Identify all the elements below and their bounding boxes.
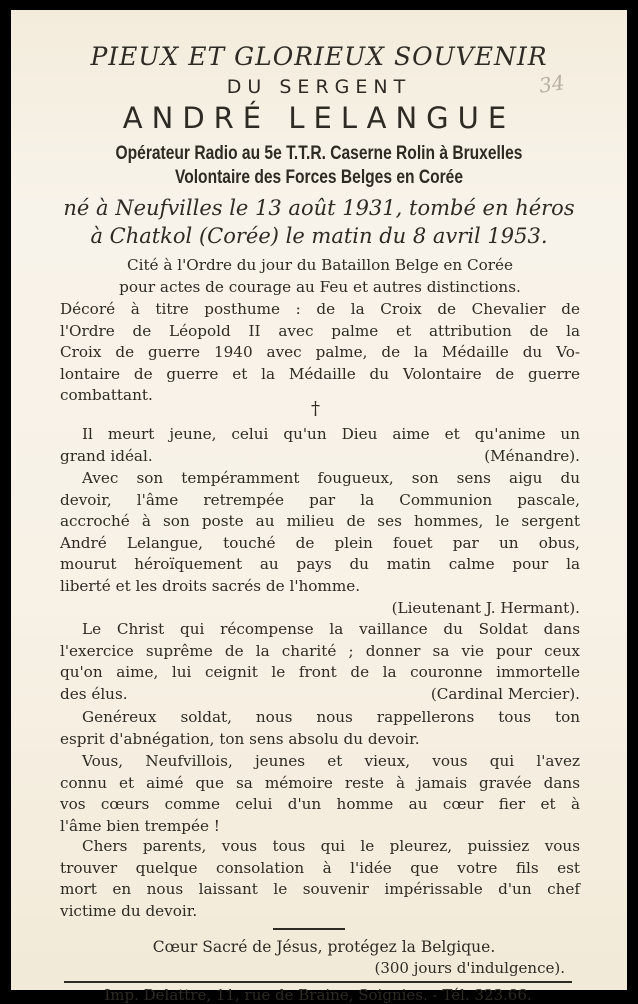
card-title: PIEUX ET GLORIEUX SOUVENIR — [90, 42, 548, 71]
citation-line: Cité à l'Ordre du jour du Bataillon Belge en Corée — [126, 256, 514, 274]
quote-line: André Lelangue, touché de plein fouet par un obus, — [60, 533, 580, 552]
paragraph-line: Chers parents, vous tous qui le pleurez, puissiez vous — [82, 837, 580, 855]
quote-line: qu'on aime, lui ceignit le front de la couronne immortelle — [60, 663, 580, 682]
paragraph-line: esprit d'abnégation, ton sens absolu du devoir. — [60, 729, 420, 748]
decoration-line: l'Ordre de Léopold II avec palme et attribution de la — [60, 321, 580, 340]
name-heading: ANDRÉ LELANGUE — [122, 101, 516, 135]
paragraph-line: l'âme bien trempée ! — [60, 816, 220, 835]
quote-line: Le Christ qui récompense la vaillance du Soldat dans — [82, 620, 580, 638]
prayer-line: Cœur Sacré de Jésus, protégez la Belgique. — [152, 938, 496, 956]
quote-line: mourut héroïquement au pays du matin calme pour la — [60, 555, 580, 574]
citation-block — [60, 255, 580, 298]
quote-attribution: (Ménandre). — [484, 446, 580, 465]
quote-attribution: (Lieutenant J. Hermant). — [391, 598, 580, 617]
quote-mercier — [60, 619, 580, 705]
decoration-line: combattant. — [60, 386, 153, 405]
quote-line: liberté et les droits sacrés de l'homme. — [60, 576, 361, 595]
printer-imprint: Imp. Delattre, 11, rue de Braine, Soignies. - Tél. 323.66. — [104, 986, 532, 1004]
paragraph-line: Vous, Neufvillois, jeunes et vieux, vous qui l'avez — [82, 752, 580, 770]
decoration-line: Croix de guerre 1940 avec palme, de la Médaille du Vo- — [60, 343, 580, 362]
paragraph-line: mort en nous laissant le souvenir impérissable d'un chef — [60, 880, 580, 899]
cross-icon: † — [311, 398, 320, 419]
subtitle-role: Opérateur Radio au 5e T.T.R. Caserne Rolin à Bruxelles — [115, 143, 523, 164]
paragraph-neufvillois — [60, 751, 580, 837]
paragraph-line: trouver quelque consolation à l'idée que votre fils est — [60, 858, 580, 877]
decoration-block — [60, 299, 580, 407]
decoration-line: lontaire de guerre et la Médaille du Volontaire de guerre — [60, 364, 580, 383]
quote-line: Avec son tempéramment fougueux, son sens aigu du — [82, 469, 580, 487]
footer-rule — [64, 981, 572, 983]
death-line: à Chatkol (Corée) le matin du 8 avril 1953. — [90, 224, 548, 248]
quote-line: devoir, l'âme retrempée par la Communion pascale, — [60, 490, 580, 509]
paragraph-line: vos cœurs comme celui d'un homme au cœur fier et à — [60, 795, 580, 814]
citation-line: pour actes de courage au Feu et autres distinctions. — [119, 277, 521, 296]
paragraph-parents — [60, 836, 580, 922]
handwritten-note: 34 — [537, 70, 566, 98]
quote-line: des élus. — [60, 684, 128, 703]
quote-line: l'exercice suprême de la charité ; donner sa vie pour ceux — [60, 641, 580, 660]
quote-line: accroché à son poste au milieu de ses hommes, le sergent — [60, 512, 580, 531]
birth-line: né à Neufvilles le 13 août 1931, tombé en héros — [63, 196, 575, 220]
quote-menandre — [60, 424, 580, 467]
indulgence-note: (300 jours d'indulgence). — [374, 959, 565, 977]
paragraph-line: victime du devoir. — [60, 901, 198, 920]
rank-heading: DU SERGENT — [226, 76, 412, 98]
paragraph-soldat — [60, 707, 580, 750]
quote-hermant — [60, 468, 580, 619]
ornamental-rule — [273, 928, 345, 930]
subtitle-volunteer: Volontaire des Forces Belges en Corée — [174, 167, 464, 188]
quote-end-row — [60, 684, 580, 706]
paragraph-line: connu et aimé que sa mémoire reste à jamais gravée dans — [60, 773, 580, 792]
memorial-card — [11, 10, 627, 1004]
quote-line: Il meurt jeune, celui qu'un Dieu aime et qu'anime un — [82, 425, 580, 443]
decoration-line: Décoré à titre posthume : de la Croix de Chevalier de — [60, 300, 580, 318]
quote-end-row — [60, 446, 580, 468]
paragraph-line: Genéreux soldat, nous nous rappellerons tous ton — [82, 708, 580, 726]
quote-attribution: (Cardinal Mercier). — [430, 684, 580, 703]
quote-line: grand idéal. — [60, 446, 153, 465]
